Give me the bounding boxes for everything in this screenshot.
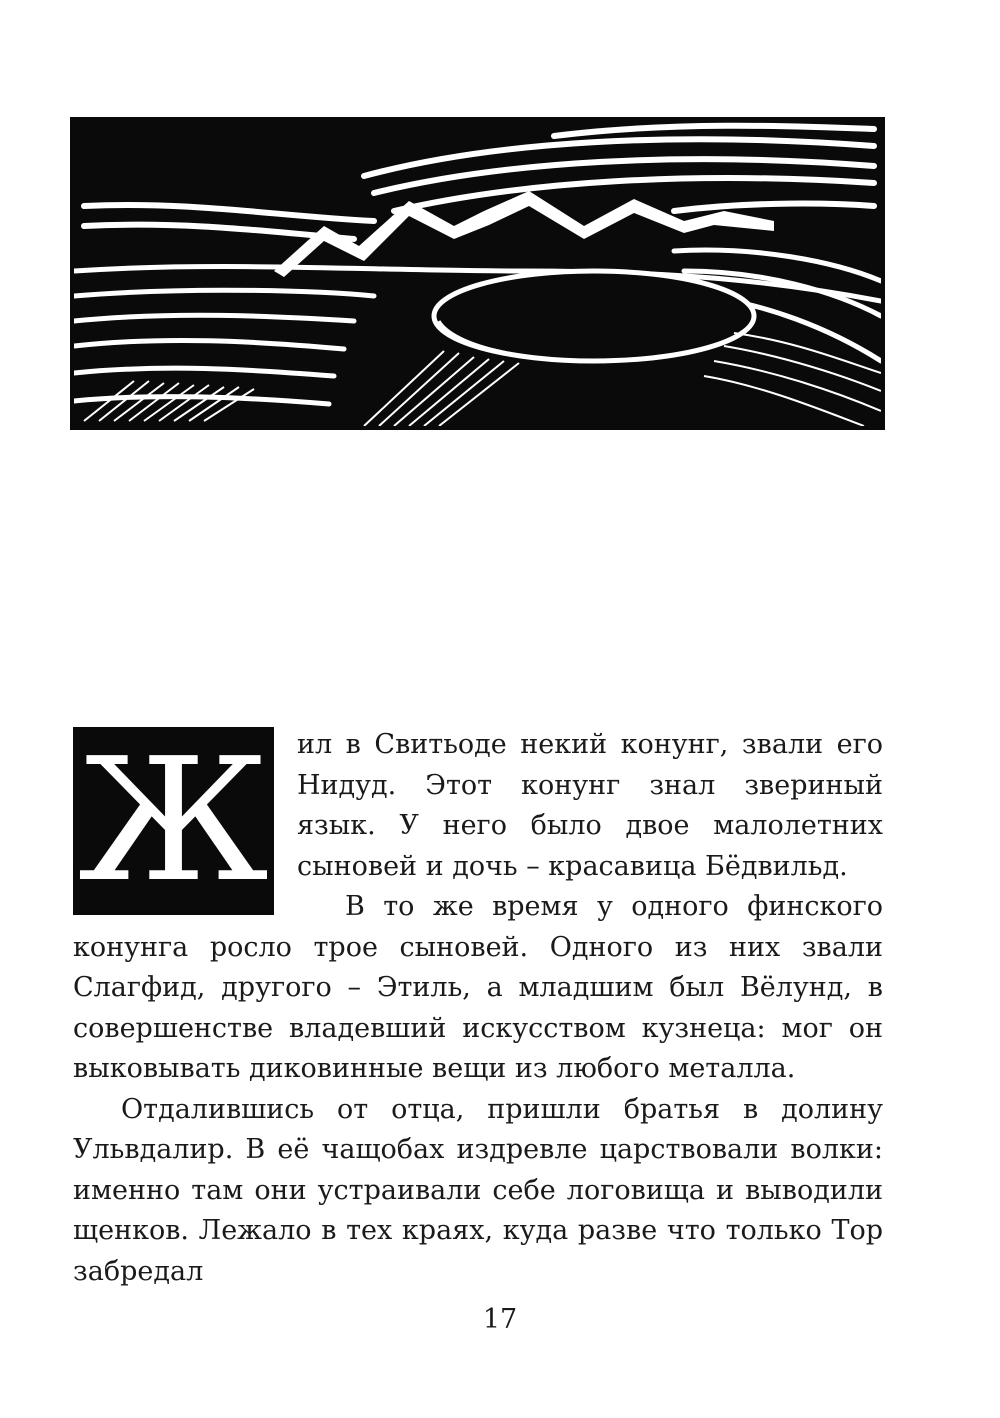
paragraph-3: Отдалившись от отца, пришли братья в долину Ульвдалир. В её чащобах издревле царствовали волки: именно там они устраивали себе логовища и выводили щенков. Лежало в тех краях, куда разве что только Тор забредал — [73, 1093, 883, 1287]
drop-cap: Ж — [73, 727, 274, 915]
landscape-woodcut-illustration — [70, 117, 885, 430]
landscape-woodcut-icon — [74, 121, 881, 426]
page-number: 17 — [482, 1304, 518, 1335]
main-text — [73, 722, 883, 1292]
paragraph-1: ил в Свитьоде некий конунг, звали его Нидуд. Этот конунг знал звериный язык. У него было двое малолетних сыновей и дочь – красавица Бёдвильд. — [297, 729, 883, 882]
paragraph-2: В то же время у одного финского конунга росло трое сыновей. Одного из них звали Слагфид, другого – Этиль, а младшим был Вёлунд, в совершенстве владевший искусством кузнеца: мог он выковывать диковинные вещи из любого металла. — [73, 891, 883, 1084]
